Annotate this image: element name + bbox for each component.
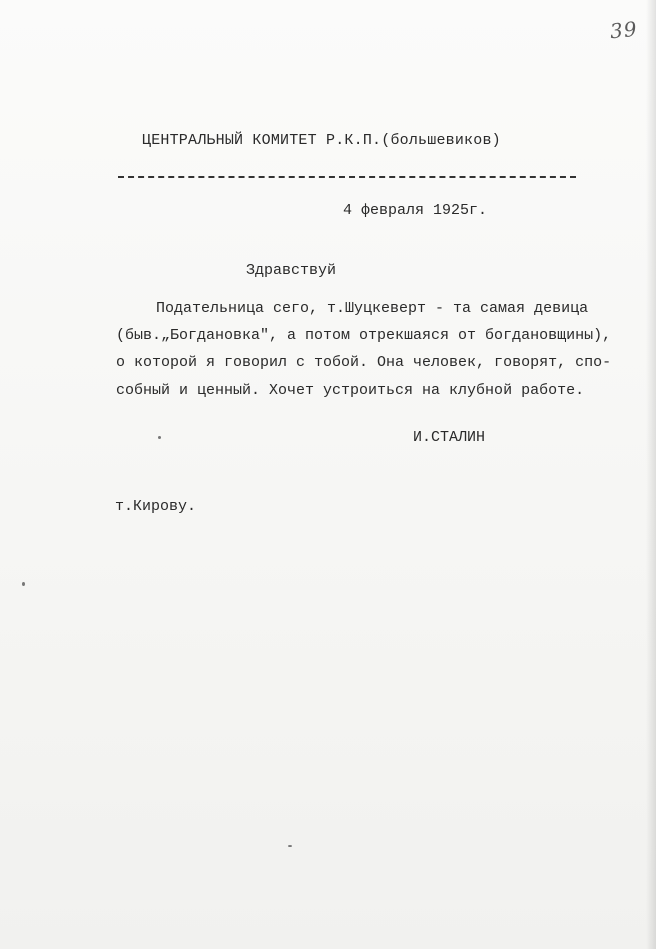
folio-number: 39: [608, 16, 639, 44]
body-line: собный и ценный. Хочет устроиться на клубной работе.: [116, 382, 585, 399]
paper-speck: [288, 845, 292, 847]
paper-speck: [158, 436, 161, 439]
letter-date: 4 февраля 1925г.: [343, 202, 488, 219]
letterhead: ЦЕНТРАЛЬНЫЙ КОМИТЕТ Р.К.П.(большевиков): [142, 132, 501, 149]
letterhead-divider: [118, 176, 576, 178]
body-line: о которой я говорил с тобой. Она человек, говорят, спо-: [116, 354, 612, 371]
addressee: т.Кирову.: [115, 498, 197, 515]
paper-speck: [22, 582, 25, 586]
page-edge-shadow: [646, 0, 656, 949]
body-line: (быв.„Богдановка", а потом отрекшаяся от богдановщины),: [116, 327, 612, 344]
signature: И.СТАЛИН: [413, 429, 486, 446]
body-line: Подательница сего, т.Шуцкеверт - та самая девица: [156, 300, 589, 317]
greeting: Здравствуй: [246, 262, 337, 279]
